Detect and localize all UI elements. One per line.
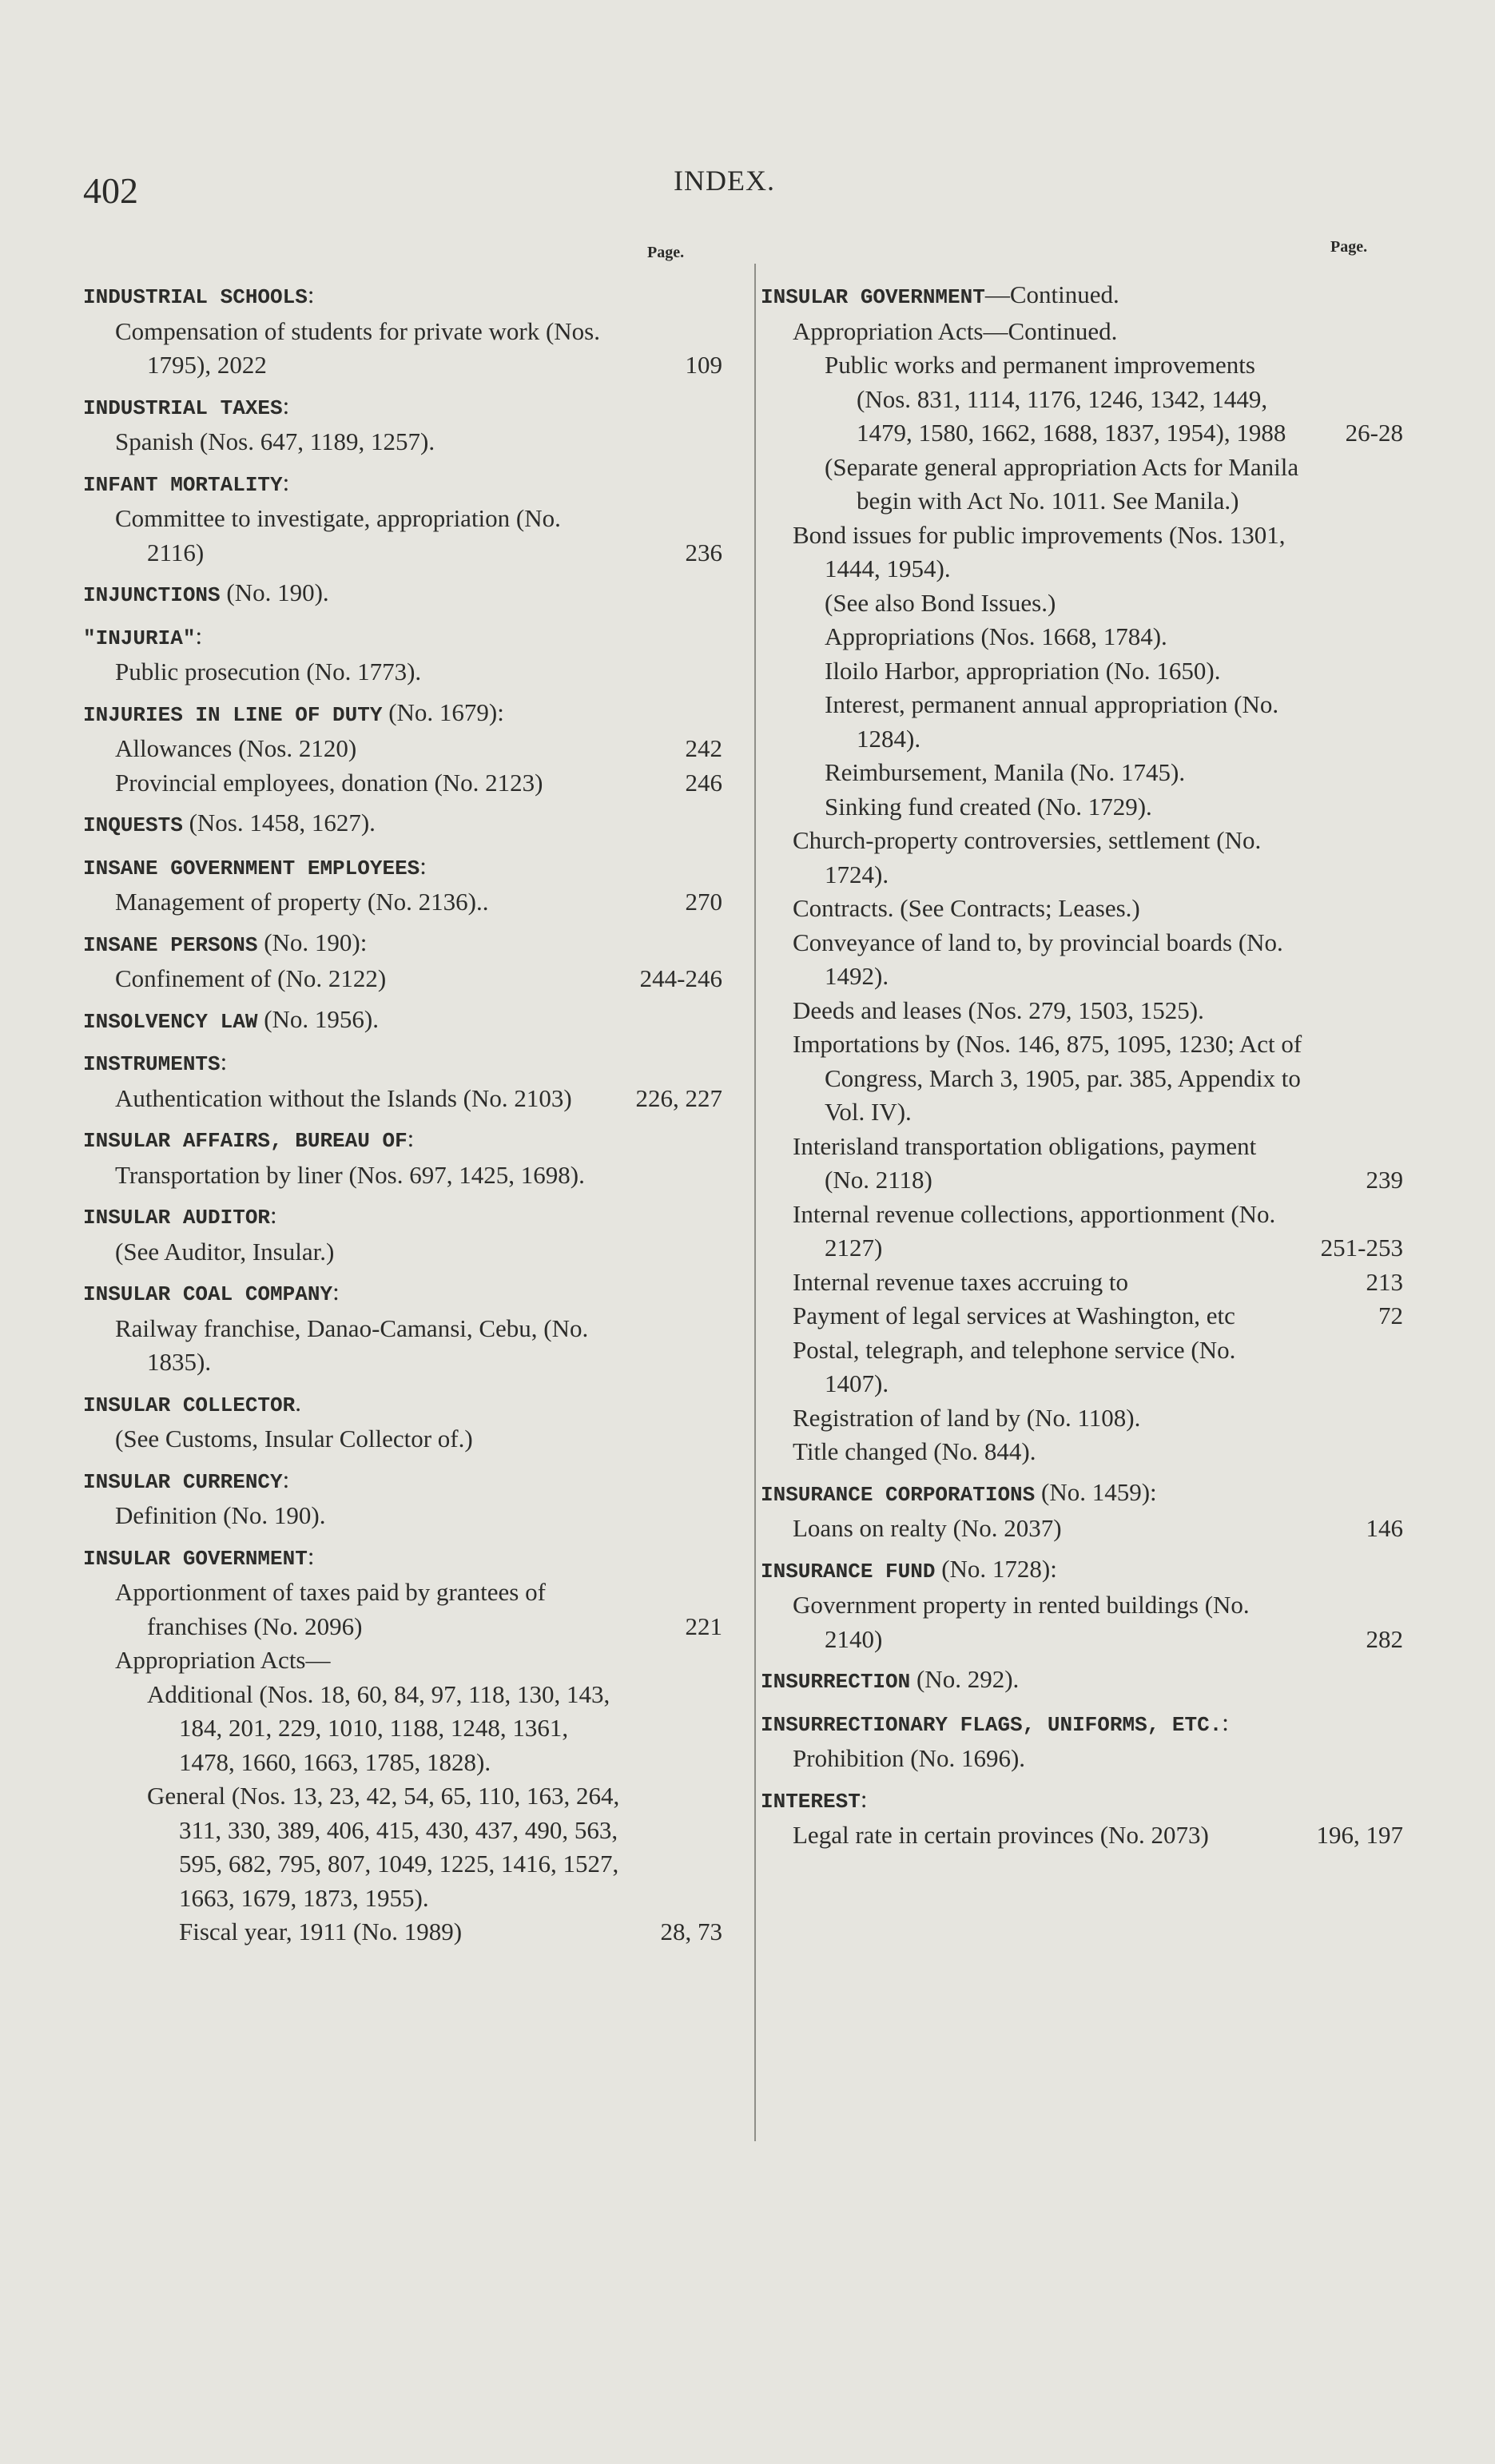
- heading-term: INSULAR GOVERNMENT: [83, 1546, 308, 1571]
- heading-term: INSANE GOVERNMENT EMPLOYEES: [83, 856, 420, 880]
- index-entry: [761, 1299, 1403, 1333]
- index-heading: [83, 278, 722, 315]
- heading-term: INSULAR COAL COMPANY: [83, 1282, 333, 1306]
- heading-term: INSURANCE CORPORATIONS: [761, 1482, 1036, 1507]
- entry-text: Title changed (No. 844).: [793, 1437, 1036, 1465]
- index-entry: [761, 519, 1403, 586]
- heading-term: INSULAR COLLECTOR: [83, 1393, 296, 1417]
- page-reference: 251-253: [1320, 1234, 1403, 1262]
- entry-text: :: [860, 1784, 868, 1813]
- index-entry: [83, 315, 722, 383]
- index-heading: [761, 1476, 1403, 1512]
- entry-text: Prohibition (No. 1696).: [793, 1744, 1026, 1772]
- index-entry: [83, 1422, 722, 1457]
- index-entry: [761, 1130, 1403, 1198]
- entry-text: :: [307, 280, 315, 308]
- entry-text: (See also Bond Issues.): [825, 588, 1056, 617]
- entry-text: :: [195, 621, 203, 650]
- page-reference: 109: [685, 351, 722, 379]
- index-entry: [761, 1027, 1403, 1130]
- index-entry: [83, 1576, 722, 1643]
- page-reference: 213: [1366, 1267, 1403, 1296]
- page-reference: 28, 73: [660, 1918, 722, 1945]
- page-reference: 146: [1366, 1514, 1403, 1542]
- entry-text: Railway franchise, Danao-Camansi, Cebu, (No. 1835).: [115, 1313, 589, 1376]
- index-entry: [761, 994, 1403, 1028]
- heading-term: INDUSTRIAL TAXES: [83, 395, 283, 420]
- index-entry: [761, 315, 1403, 349]
- index-heading: [83, 1003, 722, 1039]
- heading-term: INQUESTS: [83, 813, 183, 837]
- page-reference: 239: [1366, 1166, 1403, 1194]
- index-heading: [83, 696, 722, 733]
- page-reference: 221: [685, 1612, 722, 1640]
- index-entry: [83, 766, 722, 801]
- heading-term: INSURANCE FUND: [761, 1559, 936, 1584]
- entry-text: Additional (Nos. 18, 60, 84, 97, 118, 130, 143, 184, 201, 229, 1010, 1188, 1248, 1361, 1478, 1660, 1663, 1785, 1828).: [147, 1679, 610, 1776]
- entry-text: :: [282, 1464, 290, 1493]
- entry-text: :: [282, 467, 290, 496]
- page-reference: 270: [685, 888, 722, 916]
- index-heading: [83, 576, 722, 613]
- entry-text: Appropriation Acts—: [115, 1646, 331, 1674]
- page-reference: 282: [1366, 1624, 1403, 1653]
- page-number: 402: [83, 170, 138, 211]
- entry-text: :: [270, 1201, 277, 1229]
- entry-text: Bond issues for public improvements (Nos. 1301, 1444, 1954).: [793, 520, 1286, 582]
- entry-text: (No. 1459):: [1035, 1477, 1157, 1506]
- entry-text: :: [220, 1047, 228, 1075]
- index-entry: [83, 425, 722, 459]
- entry-text: Committee to investigate, appropriation (No. 2116): [115, 504, 561, 566]
- right-column: [761, 272, 1403, 1853]
- index-heading: [83, 619, 722, 656]
- index-entry: [761, 1588, 1403, 1656]
- index-entry: [83, 1235, 722, 1270]
- left-column: [83, 272, 722, 1949]
- entry-text: Appropriation Acts—Continued.: [793, 316, 1118, 345]
- entry-text: Conveyance of land to, by provincial boards (No. 1492).: [793, 928, 1283, 990]
- index-entry: [83, 1779, 722, 1915]
- entry-text: Spanish (Nos. 647, 1189, 1257).: [115, 427, 435, 455]
- page-reference: 72: [1378, 1302, 1403, 1329]
- entry-text: :: [1222, 1707, 1229, 1736]
- entry-text: Appropriations (Nos. 1668, 1784).: [825, 622, 1167, 650]
- entry-text: Contracts. (See Contracts; Leases.): [793, 894, 1140, 922]
- entry-text: General (Nos. 13, 23, 42, 54, 65, 110, 163, 264, 311, 330, 389, 406, 415, 430, 437, 490, 563, 595, 682, 795, 807, 1049, 1225, 1416, 1527, 1663, 1679, 1873, 1955).: [147, 1782, 620, 1912]
- heading-term: INSURRECTION: [761, 1670, 911, 1694]
- entry-text: Church-property controversies, settlement (No. 1724).: [793, 826, 1262, 888]
- page-reference: 226, 227: [635, 1083, 722, 1112]
- index-heading: [83, 466, 722, 503]
- index-entry: [761, 892, 1403, 926]
- heading-term: INSTRUMENTS: [83, 1052, 221, 1076]
- page-reference: 236: [685, 538, 722, 566]
- entry-text: (No. 190):: [257, 928, 368, 956]
- heading-term: "INJURIA": [83, 626, 196, 650]
- entry-text: —Continued.: [984, 280, 1119, 308]
- index-entry: [83, 1082, 722, 1116]
- index-entry: [83, 1158, 722, 1193]
- index-entry: [761, 1818, 1403, 1853]
- index-entry: [83, 732, 722, 766]
- page-reference: 196, 197: [1316, 1821, 1403, 1849]
- index-entry: [761, 756, 1403, 790]
- entry-text: Internal revenue taxes accruing to: [793, 1267, 1129, 1296]
- entry-text: Public works and permanent improvements (Nos. 831, 1114, 1176, 1246, 1342, 1449, 1479, 1580, 1662, 1688, 1837, 1954), 1988: [825, 351, 1286, 447]
- entry-text: (No. 1956).: [257, 1004, 379, 1033]
- index-entry: [761, 620, 1403, 654]
- entry-text: (No. 1728):: [935, 1554, 1057, 1583]
- index-heading: [83, 1045, 722, 1082]
- entry-text: (See Auditor, Insular.): [115, 1237, 335, 1266]
- index-heading: [83, 1198, 722, 1235]
- entry-text: Internal revenue collections, apportionment (No. 2127): [793, 1199, 1276, 1262]
- entry-text: Fiscal year, 1911 (No. 1989): [179, 1918, 463, 1945]
- index-heading: [83, 849, 722, 886]
- entry-text: (Nos. 1458, 1627).: [182, 809, 376, 837]
- entry-text: Interest, permanent annual appropriation (No. 1284).: [825, 690, 1279, 753]
- page-title: INDEX.: [674, 165, 775, 197]
- entry-text: Iloilo Harbor, appropriation (No. 1650).: [825, 656, 1221, 685]
- index-entry: [761, 824, 1403, 892]
- index-heading: [761, 1552, 1403, 1589]
- page-reference: 26-28: [1345, 419, 1403, 447]
- index-entry: [83, 1678, 722, 1780]
- heading-term: INSULAR AUDITOR: [83, 1206, 271, 1230]
- entry-text: Deeds and leases (Nos. 279, 1503, 1525).: [793, 996, 1204, 1024]
- index-heading: [83, 389, 722, 426]
- index-heading: [761, 1782, 1403, 1819]
- heading-term: INSURRECTIONARY FLAGS, UNIFORMS, ETC.: [761, 1712, 1223, 1737]
- heading-term: INTEREST: [761, 1789, 861, 1814]
- column-divider: [754, 264, 756, 2141]
- heading-term: INDUSTRIAL SCHOOLS: [83, 285, 308, 309]
- right-page-column-label: Page.: [1330, 238, 1368, 256]
- heading-term: INJUNCTIONS: [83, 583, 221, 607]
- entry-text: (No. 292).: [910, 1665, 1020, 1693]
- heading-term: INFANT MORTALITY: [83, 472, 283, 497]
- entry-text: :: [419, 851, 427, 880]
- entry-text: Postal, telegraph, and telephone service (No. 1407).: [793, 1335, 1236, 1397]
- index-entry: [761, 1512, 1403, 1546]
- index-entry: [83, 1499, 722, 1533]
- index-entry: [83, 655, 722, 690]
- index-heading: [761, 278, 1403, 315]
- index-heading: [83, 1275, 722, 1312]
- index-entry: [761, 926, 1403, 994]
- index-entry: [761, 688, 1403, 756]
- index-entry: [761, 1742, 1403, 1776]
- entry-text: Management of property (No. 2136)..: [115, 888, 489, 916]
- entry-text: (See Customs, Insular Collector of.): [115, 1425, 473, 1453]
- heading-term: INSULAR CURRENCY: [83, 1469, 283, 1494]
- left-page-column-label: Page.: [647, 244, 685, 261]
- index-entry: [761, 1198, 1403, 1266]
- index-entry: [83, 885, 722, 920]
- index-heading: [83, 1122, 722, 1158]
- index-entry: [83, 502, 722, 570]
- entry-text: Apportionment of taxes paid by grantees of franchises (No. 2096): [115, 1578, 546, 1640]
- entry-text: Provincial employees, donation (No. 2123): [115, 768, 543, 797]
- index-entry: [761, 654, 1403, 689]
- index-heading: [761, 1663, 1403, 1699]
- index-heading: [83, 926, 722, 963]
- entry-text: Reimbursement, Manila (No. 1745).: [825, 758, 1186, 786]
- entry-text: Government property in rented buildings (No. 2140): [793, 1591, 1250, 1653]
- index-heading: [761, 1706, 1403, 1743]
- entry-text: :: [407, 1124, 415, 1152]
- page-reference: 244-246: [639, 964, 722, 992]
- entry-text: :: [332, 1278, 340, 1306]
- entry-text: Registration of land by (No. 1108).: [793, 1403, 1141, 1432]
- entry-text: Legal rate in certain provinces (No. 2073): [793, 1821, 1209, 1849]
- heading-term: INSANE PERSONS: [83, 932, 258, 957]
- entry-text: (No. 190).: [220, 578, 329, 606]
- entry-text: Payment of legal services at Washington, etc: [793, 1302, 1235, 1329]
- entry-text: Compensation of students for private work (Nos. 1795), 2022: [115, 316, 600, 379]
- entry-text: :: [307, 1541, 315, 1570]
- index-entry: [761, 586, 1403, 621]
- index-entry: [761, 348, 1403, 451]
- entry-text: Allowances (Nos. 2120): [115, 734, 357, 762]
- index-entry: [761, 1266, 1403, 1300]
- index-entry: [761, 790, 1403, 825]
- index-entry: [761, 451, 1403, 519]
- entry-text: Importations by (Nos. 146, 875, 1095, 1230; Act of Congress, March 3, 1905, par. 385, Appendix to Vol. IV).: [793, 1030, 1302, 1126]
- index-entry: [83, 962, 722, 996]
- index-entry: [761, 1401, 1403, 1436]
- entry-text: Transportation by liner (Nos. 697, 1425, 1698).: [115, 1160, 585, 1189]
- index-entry: [761, 1435, 1403, 1469]
- index-entry: [761, 1333, 1403, 1401]
- heading-term: INSOLVENCY LAW: [83, 1009, 258, 1034]
- entry-text: Confinement of (No. 2122): [115, 964, 387, 992]
- index-entry: [83, 1312, 722, 1380]
- entry-text: Sinking fund created (No. 1729).: [825, 792, 1152, 821]
- index-heading: [83, 1540, 722, 1576]
- entry-text: Public prosecution (No. 1773).: [115, 658, 422, 686]
- entry-text: Interisland transportation obligations, payment (No. 2118): [793, 1131, 1257, 1194]
- entry-text: Definition (No. 190).: [115, 1501, 326, 1529]
- heading-term: INSULAR AFFAIRS, BUREAU OF: [83, 1129, 408, 1153]
- index-entry: [83, 1915, 722, 1949]
- index-entry: [83, 1643, 722, 1678]
- index-heading: [83, 806, 722, 843]
- index-heading: [83, 1463, 722, 1500]
- entry-text: (No. 1679):: [382, 697, 504, 726]
- page-reference: 242: [685, 734, 722, 762]
- heading-term: INJURIES IN LINE OF DUTY: [83, 702, 383, 727]
- entry-text: Loans on realty (No. 2037): [793, 1514, 1062, 1542]
- heading-term: INSULAR GOVERNMENT: [761, 285, 985, 309]
- entry-text: :: [282, 391, 290, 419]
- entry-text: Authentication without the Islands (No. 2103): [115, 1083, 572, 1112]
- entry-text: (Separate general appropriation Acts for Manila begin with Act No. 1011. See Manila.): [825, 452, 1299, 515]
- entry-text: .: [295, 1388, 301, 1417]
- index-heading: [83, 1386, 722, 1423]
- page-reference: 246: [685, 768, 722, 797]
